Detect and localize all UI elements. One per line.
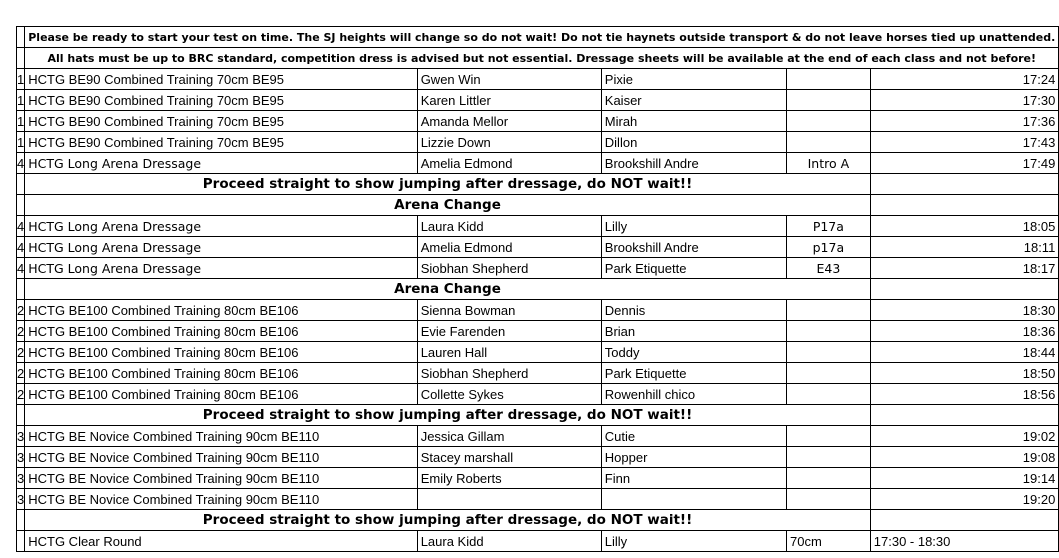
class-cell: HCTG BE100 Combined Training 80cm BE106 <box>25 363 417 384</box>
rider-cell: Sienna Bowman <box>417 300 601 321</box>
notice-text: Please be ready to start your test on time. The SJ heights will change so do not wait! Do not tie haynets outside transport & do not leave horses tied up unattended. <box>25 27 1059 48</box>
test-code-cell <box>786 468 870 489</box>
test-code-cell <box>786 489 870 510</box>
entry-row <box>17 426 1059 447</box>
row-number-cell: 2 <box>17 363 25 384</box>
class-cell: HCTG BE Novice Combined Training 90cm BE110 <box>25 468 417 489</box>
class-cell: HCTG BE100 Combined Training 80cm BE106 <box>25 300 417 321</box>
class-cell: HCTG BE Novice Combined Training 90cm BE110 <box>25 426 417 447</box>
test-code-cell <box>786 321 870 342</box>
row-number-cell: 1 <box>17 111 25 132</box>
test-code-cell <box>786 342 870 363</box>
entry-row <box>17 237 1059 258</box>
entry-row <box>17 153 1059 174</box>
row-number-cell <box>17 195 25 216</box>
banner-text: Proceed straight to show jumping after dressage, do NOT wait!! <box>25 510 871 531</box>
class-cell: HCTG Clear Round <box>25 531 417 552</box>
test-code-cell <box>786 69 870 90</box>
class-cell: HCTG BE100 Combined Training 80cm BE106 <box>25 321 417 342</box>
entry-row <box>17 384 1059 405</box>
rider-cell: Siobhan Shepherd <box>417 258 601 279</box>
entry-row <box>17 489 1059 510</box>
class-cell: HCTG Long Arena Dressage <box>25 258 417 279</box>
rider-cell: Lizzie Down <box>417 132 601 153</box>
test-code-cell <box>786 426 870 447</box>
test-code-cell <box>786 363 870 384</box>
row-number-cell: 1 <box>17 69 25 90</box>
notice-text: All hats must be up to BRC standard, competition dress is advised but not essential. Dressage sheets will be available at the end of each class and not before! <box>25 48 1059 69</box>
rider-cell: Amelia Edmond <box>417 237 601 258</box>
horse-cell: Toddy <box>601 342 786 363</box>
start-time-cell: 18:50 <box>870 363 1059 384</box>
rider-cell: Stacey marshall <box>417 447 601 468</box>
horse-cell: Rowenhill chico <box>601 384 786 405</box>
rider-cell: Amanda Mellor <box>417 111 601 132</box>
test-code-cell <box>786 384 870 405</box>
row-number-cell <box>17 27 25 48</box>
time-cell <box>870 510 1059 531</box>
test-code-cell: E43 <box>786 258 870 279</box>
row-number-cell <box>17 531 25 552</box>
test-code-cell <box>786 90 870 111</box>
class-cell: HCTG BE90 Combined Training 70cm BE95 <box>25 90 417 111</box>
start-time-cell: 17:49 <box>870 153 1059 174</box>
banner-row <box>17 510 1059 531</box>
horse-cell: Brian <box>601 321 786 342</box>
start-time-cell: 18:05 <box>870 216 1059 237</box>
entry-row <box>17 531 1059 552</box>
rider-cell: Gwen Win <box>417 69 601 90</box>
test-code-cell: P17a <box>786 216 870 237</box>
test-code-cell <box>786 132 870 153</box>
test-code-cell <box>786 300 870 321</box>
class-cell: HCTG BE90 Combined Training 70cm BE95 <box>25 111 417 132</box>
row-number-cell: 1 <box>17 132 25 153</box>
start-time-cell: 18:36 <box>870 321 1059 342</box>
row-number-cell: 1 <box>17 90 25 111</box>
rider-cell: Laura Kidd <box>417 531 601 552</box>
rider-cell: Collette Sykes <box>417 384 601 405</box>
row-number-cell: 4 <box>17 153 25 174</box>
schedule-body <box>17 27 1059 552</box>
row-number-cell <box>17 510 25 531</box>
banner-text: Proceed straight to show jumping after dressage, do NOT wait!! <box>25 174 871 195</box>
rider-cell: Siobhan Shepherd <box>417 363 601 384</box>
schedule-table <box>16 26 1059 552</box>
rider-cell: Jessica Gillam <box>417 426 601 447</box>
banner-row <box>17 174 1059 195</box>
class-cell: HCTG Long Arena Dressage <box>25 153 417 174</box>
time-cell <box>870 195 1059 216</box>
class-cell: HCTG Long Arena Dressage <box>25 216 417 237</box>
start-time-cell: 19:02 <box>870 426 1059 447</box>
start-time-cell: 17:30 <box>870 90 1059 111</box>
time-cell <box>870 174 1059 195</box>
horse-cell: Park Etiquette <box>601 363 786 384</box>
row-number-cell <box>17 405 25 426</box>
rider-cell: Evie Farenden <box>417 321 601 342</box>
start-time-cell: 17:30 - 18:30 <box>870 531 1059 552</box>
row-number-cell: 2 <box>17 300 25 321</box>
test-code-cell <box>786 447 870 468</box>
class-cell: HCTG BE Novice Combined Training 90cm BE110 <box>25 447 417 468</box>
row-number-cell: 3 <box>17 489 25 510</box>
entry-row <box>17 216 1059 237</box>
row-number-cell <box>17 48 25 69</box>
entry-row <box>17 111 1059 132</box>
test-code-cell: 70cm <box>786 531 870 552</box>
test-code-cell: Intro A <box>786 153 870 174</box>
horse-cell <box>601 489 786 510</box>
horse-cell: Brookshill Andre <box>601 153 786 174</box>
entry-row <box>17 258 1059 279</box>
start-time-cell: 19:08 <box>870 447 1059 468</box>
row-number-cell <box>17 279 25 300</box>
banner-row <box>17 405 1059 426</box>
row-number-cell: 4 <box>17 237 25 258</box>
row-number-cell: 2 <box>17 321 25 342</box>
rider-cell: Lauren Hall <box>417 342 601 363</box>
rider-cell: Laura Kidd <box>417 216 601 237</box>
horse-cell: Hopper <box>601 447 786 468</box>
banner-text: Proceed straight to show jumping after dressage, do NOT wait!! <box>25 405 871 426</box>
start-time-cell: 18:11 <box>870 237 1059 258</box>
start-time-cell: 18:30 <box>870 300 1059 321</box>
notice-row <box>17 27 1059 48</box>
notice-row <box>17 48 1059 69</box>
start-time-cell: 18:44 <box>870 342 1059 363</box>
horse-cell: Dillon <box>601 132 786 153</box>
row-number-cell: 3 <box>17 447 25 468</box>
start-time-cell: 19:14 <box>870 468 1059 489</box>
row-number-cell: 3 <box>17 468 25 489</box>
row-number-cell <box>17 174 25 195</box>
banner-row <box>17 195 1059 216</box>
row-number-cell: 4 <box>17 216 25 237</box>
class-cell: HCTG Long Arena Dressage <box>25 237 417 258</box>
entry-row <box>17 468 1059 489</box>
row-number-cell: 3 <box>17 426 25 447</box>
start-time-cell: 17:24 <box>870 69 1059 90</box>
banner-text: Arena Change <box>25 195 871 216</box>
time-cell <box>870 279 1059 300</box>
start-time-cell: 17:43 <box>870 132 1059 153</box>
test-code-cell: p17a <box>786 237 870 258</box>
class-cell: HCTG BE90 Combined Training 70cm BE95 <box>25 132 417 153</box>
time-cell <box>870 405 1059 426</box>
entry-row <box>17 300 1059 321</box>
horse-cell: Brookshill Andre <box>601 237 786 258</box>
horse-cell: Lilly <box>601 216 786 237</box>
start-time-cell: 19:20 <box>870 489 1059 510</box>
horse-cell: Mirah <box>601 111 786 132</box>
class-cell: HCTG BE100 Combined Training 80cm BE106 <box>25 342 417 363</box>
entry-row <box>17 132 1059 153</box>
class-cell: HCTG BE100 Combined Training 80cm BE106 <box>25 384 417 405</box>
start-time-cell: 18:56 <box>870 384 1059 405</box>
start-time-cell: 17:36 <box>870 111 1059 132</box>
row-number-cell: 4 <box>17 258 25 279</box>
rider-cell: Emily Roberts <box>417 468 601 489</box>
test-code-cell <box>786 111 870 132</box>
banner-row <box>17 279 1059 300</box>
rider-cell <box>417 489 601 510</box>
entry-row <box>17 342 1059 363</box>
entry-row <box>17 321 1059 342</box>
class-cell: HCTG BE Novice Combined Training 90cm BE110 <box>25 489 417 510</box>
banner-text: Arena Change <box>25 279 871 300</box>
entry-row <box>17 90 1059 111</box>
rider-cell: Karen Littler <box>417 90 601 111</box>
rider-cell: Amelia Edmond <box>417 153 601 174</box>
entry-row <box>17 447 1059 468</box>
horse-cell: Cutie <box>601 426 786 447</box>
row-number-cell: 2 <box>17 342 25 363</box>
entry-row <box>17 363 1059 384</box>
entry-row <box>17 69 1059 90</box>
start-time-cell: 18:17 <box>870 258 1059 279</box>
horse-cell: Pixie <box>601 69 786 90</box>
horse-cell: Dennis <box>601 300 786 321</box>
horse-cell: Park Etiquette <box>601 258 786 279</box>
horse-cell: Lilly <box>601 531 786 552</box>
horse-cell: Finn <box>601 468 786 489</box>
class-cell: HCTG BE90 Combined Training 70cm BE95 <box>25 69 417 90</box>
row-number-cell: 2 <box>17 384 25 405</box>
horse-cell: Kaiser <box>601 90 786 111</box>
